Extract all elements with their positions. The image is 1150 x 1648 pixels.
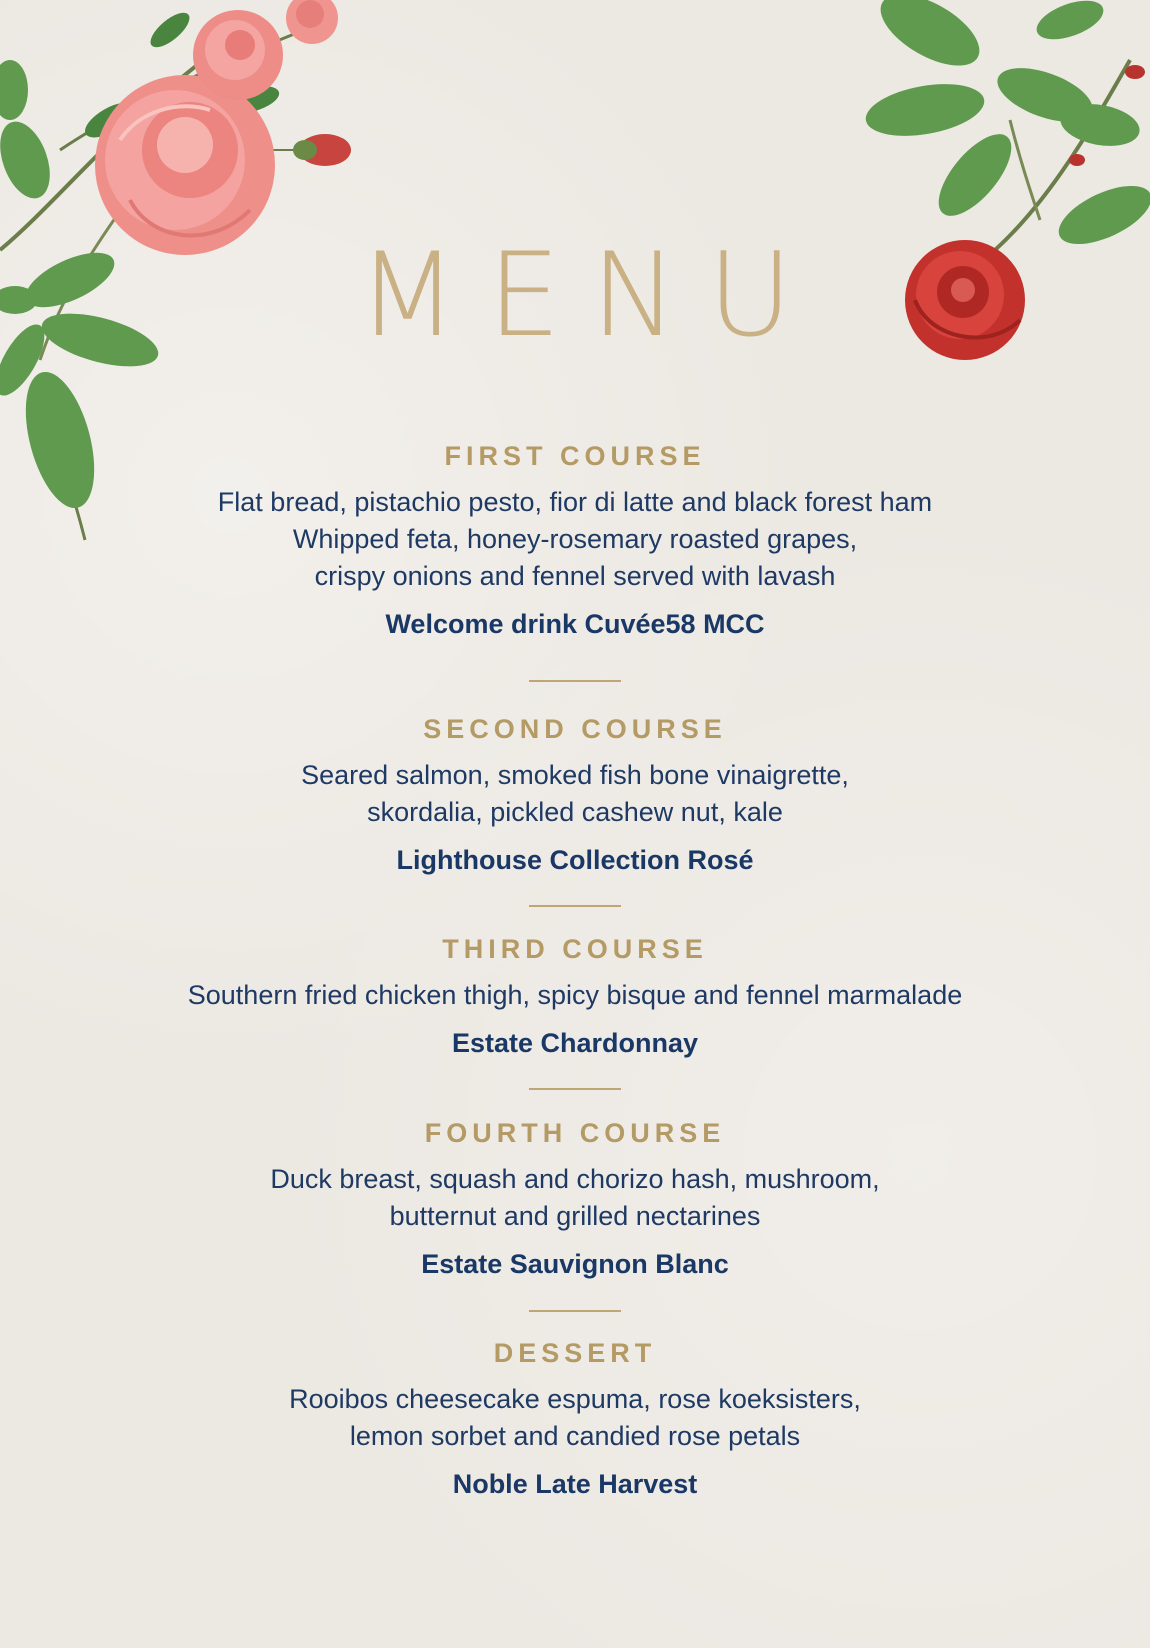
course-heading: FOURTH COURSE	[424, 1118, 726, 1148]
course-line: Seared salmon, smoked fish bone vinaigrette,	[301, 760, 849, 790]
wine-pairing: Estate Chardonnay	[451, 1028, 699, 1058]
menu-title: MENU	[357, 228, 823, 363]
course-line: crispy onions and fennel served with lavash	[314, 561, 836, 591]
course-heading: DESSERT	[493, 1338, 657, 1368]
divider	[529, 905, 621, 907]
course-second	[0, 716, 1150, 876]
course-line: lemon sorbet and candied rose petals	[349, 1421, 801, 1451]
divider	[529, 1310, 621, 1312]
divider	[529, 1088, 621, 1090]
course-dessert	[0, 1340, 1150, 1500]
wine-pairing: Welcome drink Cuvée58 MCC	[385, 609, 765, 639]
divider	[529, 680, 621, 682]
course-fourth	[0, 1120, 1150, 1280]
course-description	[0, 757, 1150, 831]
course-line: Duck breast, squash and chorizo hash, mushroom,	[270, 1164, 880, 1194]
course-third	[0, 936, 1150, 1059]
course-line: butternut and grilled nectarines	[389, 1201, 761, 1231]
course-description	[0, 484, 1150, 595]
course-line: Flat bread, pistachio pesto, fior di latte and black forest ham	[217, 487, 933, 517]
course-heading: FIRST COURSE	[444, 441, 706, 471]
course-description	[0, 977, 1150, 1014]
course-heading: SECOND COURSE	[423, 714, 727, 744]
course-line: skordalia, pickled cashew nut, kale	[367, 797, 783, 827]
course-line: Rooibos cheesecake espuma, rose koeksisters,	[289, 1384, 861, 1414]
course-line: Whipped feta, honey-rosemary roasted grapes,	[292, 524, 858, 554]
course-description	[0, 1381, 1150, 1455]
course-description	[0, 1161, 1150, 1235]
course-heading: THIRD COURSE	[442, 934, 708, 964]
wine-pairing: Noble Late Harvest	[452, 1469, 698, 1499]
wine-pairing: Lighthouse Collection Rosé	[396, 845, 754, 875]
wine-pairing: Estate Sauvignon Blanc	[421, 1249, 729, 1279]
course-line: Southern fried chicken thigh, spicy bisque and fennel marmalade	[187, 980, 963, 1010]
course-first	[0, 443, 1150, 640]
